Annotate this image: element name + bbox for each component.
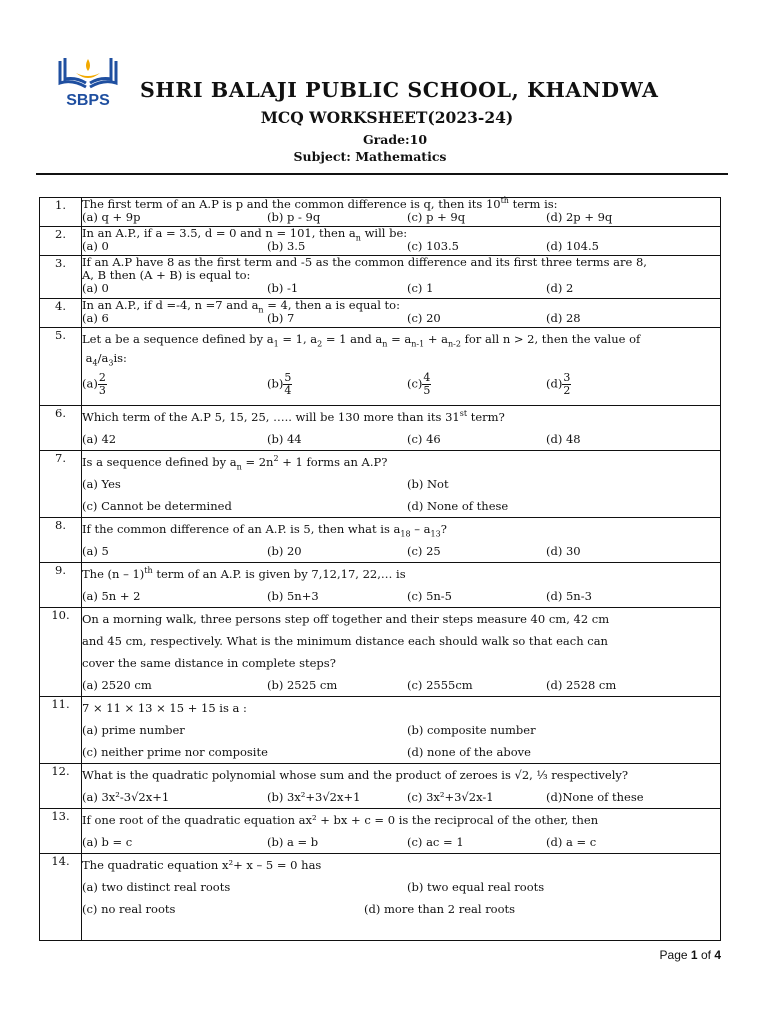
option: (a) 6: [82, 311, 109, 325]
option: (b) 3x²+3√2x+1: [267, 790, 361, 804]
option: (c) p + 9q: [407, 210, 466, 224]
option: (c) 1: [407, 281, 434, 295]
question-row: [40, 198, 721, 227]
option: (c) ac = 1: [407, 835, 464, 849]
question-row: [40, 563, 721, 608]
option: (d) none of the above: [407, 745, 531, 759]
option: (d) 30: [546, 544, 581, 558]
options: [82, 473, 720, 517]
options: [82, 540, 720, 562]
option: (a) q + 9p: [82, 210, 141, 224]
page-of-label: of: [700, 948, 711, 962]
option: (d) 2: [546, 281, 574, 295]
option: (c) Cannot be determined: [82, 499, 232, 513]
question-text: If an A.P have 8 as the first term and -5 as the common difference and its first three terms are 8,: [82, 255, 647, 269]
option: (b) 7: [267, 311, 295, 325]
option: (b) 5n+3: [267, 589, 319, 603]
question-row: [40, 299, 721, 328]
option: (b) two equal real roots: [407, 880, 545, 894]
options: [82, 211, 720, 224]
question-row: [40, 697, 721, 764]
header-divider: [36, 173, 728, 175]
option: (a) two distinct real roots: [82, 880, 231, 894]
question-row: [40, 764, 721, 809]
option: (b) Not: [407, 477, 449, 491]
option: (b) -1: [267, 281, 299, 295]
page-number: 1: [690, 948, 698, 962]
question-text-cont: $a_4/a_3is$:: [82, 351, 127, 368]
option: (b) 20: [267, 544, 302, 558]
option: (b) p - 9q: [267, 210, 321, 224]
options: [82, 674, 720, 696]
question-number: 1.: [40, 198, 82, 227]
question-number: 6.: [40, 406, 82, 451]
options: [82, 585, 720, 607]
option: (b) a = b: [267, 835, 319, 849]
options: [82, 719, 720, 763]
question-number: 12.: [40, 764, 82, 809]
page-label: Page: [659, 948, 688, 962]
subject-label: Subject: Mathematics: [293, 149, 447, 164]
option: (a) 0: [82, 239, 109, 253]
options: [82, 366, 720, 401]
option: (a) prime number: [82, 723, 185, 737]
question-row: [40, 854, 721, 941]
worksheet-title: MCQ WORKSHEET(2023-24): [260, 108, 514, 127]
option: (d) 28: [546, 311, 581, 325]
question-text: If one root of the quadratic equation ax² + bx + c = 0 is the reciprocal of the other, then: [82, 813, 599, 827]
question-text: 7 × 11 × 13 × 15 + 15 is a :: [82, 701, 247, 715]
school-logo: [54, 53, 122, 109]
question-text: The (n – 1)$^{th}$ term of an A.P. is given by 7,12,17, 22,… is: [82, 566, 406, 581]
question-row: [40, 809, 721, 854]
question-row: [40, 328, 721, 406]
question-text: Which term of the A.P 5, 15, 25, ….. will be 130 more than its 31st term?: [82, 409, 505, 424]
question-text: Let a be a sequence defined by $a_1 = 1$, $a_2 = 1$ and $a_n = a_{n-1} + a_{n-2}$ for all n > 2, then the value of: [82, 332, 641, 349]
question-number: 3.: [40, 256, 82, 299]
option: (b) 44: [267, 432, 302, 446]
option: (c) 46: [407, 432, 441, 446]
option: (c) 103.5: [407, 239, 459, 253]
option: (c) 3x²+3√2x-1: [407, 790, 494, 804]
question-number: 9.: [40, 563, 82, 608]
fraction: $\frac{5}{4}$: [284, 371, 292, 397]
question-number: 10.: [40, 608, 82, 697]
option: (c) 2555cm: [407, 678, 473, 692]
question-row: [40, 608, 721, 697]
option: (a) 42: [82, 432, 117, 446]
options: [82, 898, 720, 920]
question-text-cont: and 45 cm, respectively. What is the minimum distance each should walk so that each can: [82, 634, 608, 648]
option: (b) 3.5: [267, 239, 306, 253]
question-number: 11.: [40, 697, 82, 764]
option: (c) no real roots: [82, 902, 176, 916]
option: (d) $\frac{3}{2}$: [546, 371, 571, 397]
fraction: $\frac{2}{3}$: [98, 371, 106, 397]
question-number: 2.: [40, 227, 82, 256]
question-row: [40, 406, 721, 451]
option: (b) 2525 cm: [267, 678, 338, 692]
options: [82, 786, 720, 808]
fraction: $\frac{3}{2}$: [563, 371, 571, 397]
option: (b) $\frac{5}{4}$: [267, 371, 292, 397]
question-text-cont: A, B then (A + B) is equal to:: [82, 268, 251, 282]
option: (a) Yes: [82, 477, 121, 491]
option: (d)None of these: [546, 790, 644, 804]
option: (a) 3x²-3√2x+1: [82, 790, 170, 804]
option: (c) $\frac{4}{5}$: [407, 371, 431, 397]
question-number: 7.: [40, 451, 82, 518]
option: (d) 5n-3: [546, 589, 592, 603]
question-text-cont: cover the same distance in complete steps?: [82, 656, 336, 670]
question-text: The quadratic equation x²+ x – 5 = 0 has: [82, 858, 322, 872]
option: (d) 104.5: [546, 239, 599, 253]
question-number: 14.: [40, 854, 82, 941]
school-name: SHRI BALAJI PUBLIC SCHOOL, KHANDWA: [140, 78, 659, 102]
option: (d) 2p + 9q: [546, 210, 613, 224]
question-text: In an A.P., if d =-4, n =7 and $a_n = 4$, then a is equal to:: [82, 298, 400, 315]
question-number: 8.: [40, 518, 82, 563]
options: [82, 428, 720, 450]
options: [82, 876, 720, 898]
option: (a) 5: [82, 544, 109, 558]
svg-text:SBPS: SBPS: [66, 92, 110, 109]
question-text: What is the quadratic polynomial whose sum and the product of zeroes is √2, ⅓ respectively?: [82, 768, 629, 782]
question-text: In an A.P., if a = 3.5, d = 0 and n = 101, then $a_n$ will be:: [82, 226, 408, 243]
question-row: [40, 451, 721, 518]
option: (d) a = c: [546, 835, 597, 849]
option: (d) more than 2 real roots: [364, 902, 516, 916]
question-row: [40, 227, 721, 256]
options: [82, 282, 720, 295]
options: [82, 831, 720, 853]
option: (d) 48: [546, 432, 581, 446]
option: (a) $\frac{2}{3}$: [82, 371, 106, 397]
question-number: 4.: [40, 299, 82, 328]
question-row: [40, 518, 721, 563]
page-total: 4: [714, 948, 721, 962]
option: (a) b = c: [82, 835, 133, 849]
option: (c) 5n-5: [407, 589, 452, 603]
question-number: 5.: [40, 328, 82, 406]
options: [82, 312, 720, 325]
option: (b) composite number: [407, 723, 536, 737]
question-text: If the common difference of an A.P. is 5, then what is $a_{18} - a_{13}$?: [82, 522, 447, 539]
option: (c) 20: [407, 311, 441, 325]
question-text: Is a sequence defined by $a_n = 2n^2 + 1$ forms an A.P?: [82, 454, 388, 472]
grade-label: Grade:10: [362, 132, 428, 147]
fraction: $\frac{4}{5}$: [423, 371, 431, 397]
option: (d) None of these: [407, 499, 509, 513]
option: (a) 0: [82, 281, 109, 295]
question-text: On a morning walk, three persons step off together and their steps measure 40 cm, 42 cm: [82, 612, 610, 626]
page-footer: [660, 948, 721, 962]
option: (d) 2528 cm: [546, 678, 617, 692]
question-table: [39, 197, 721, 941]
options: [82, 240, 720, 253]
question-text: The first term of an A.P is p and the common difference is q, then its 10th term is:: [82, 196, 558, 211]
option: (a) 5n + 2: [82, 589, 141, 603]
option: (c) neither prime nor composite: [82, 745, 268, 759]
option: (c) 25: [407, 544, 441, 558]
question-row: [40, 256, 721, 299]
question-number: 13.: [40, 809, 82, 854]
option: (a) 2520 cm: [82, 678, 152, 692]
